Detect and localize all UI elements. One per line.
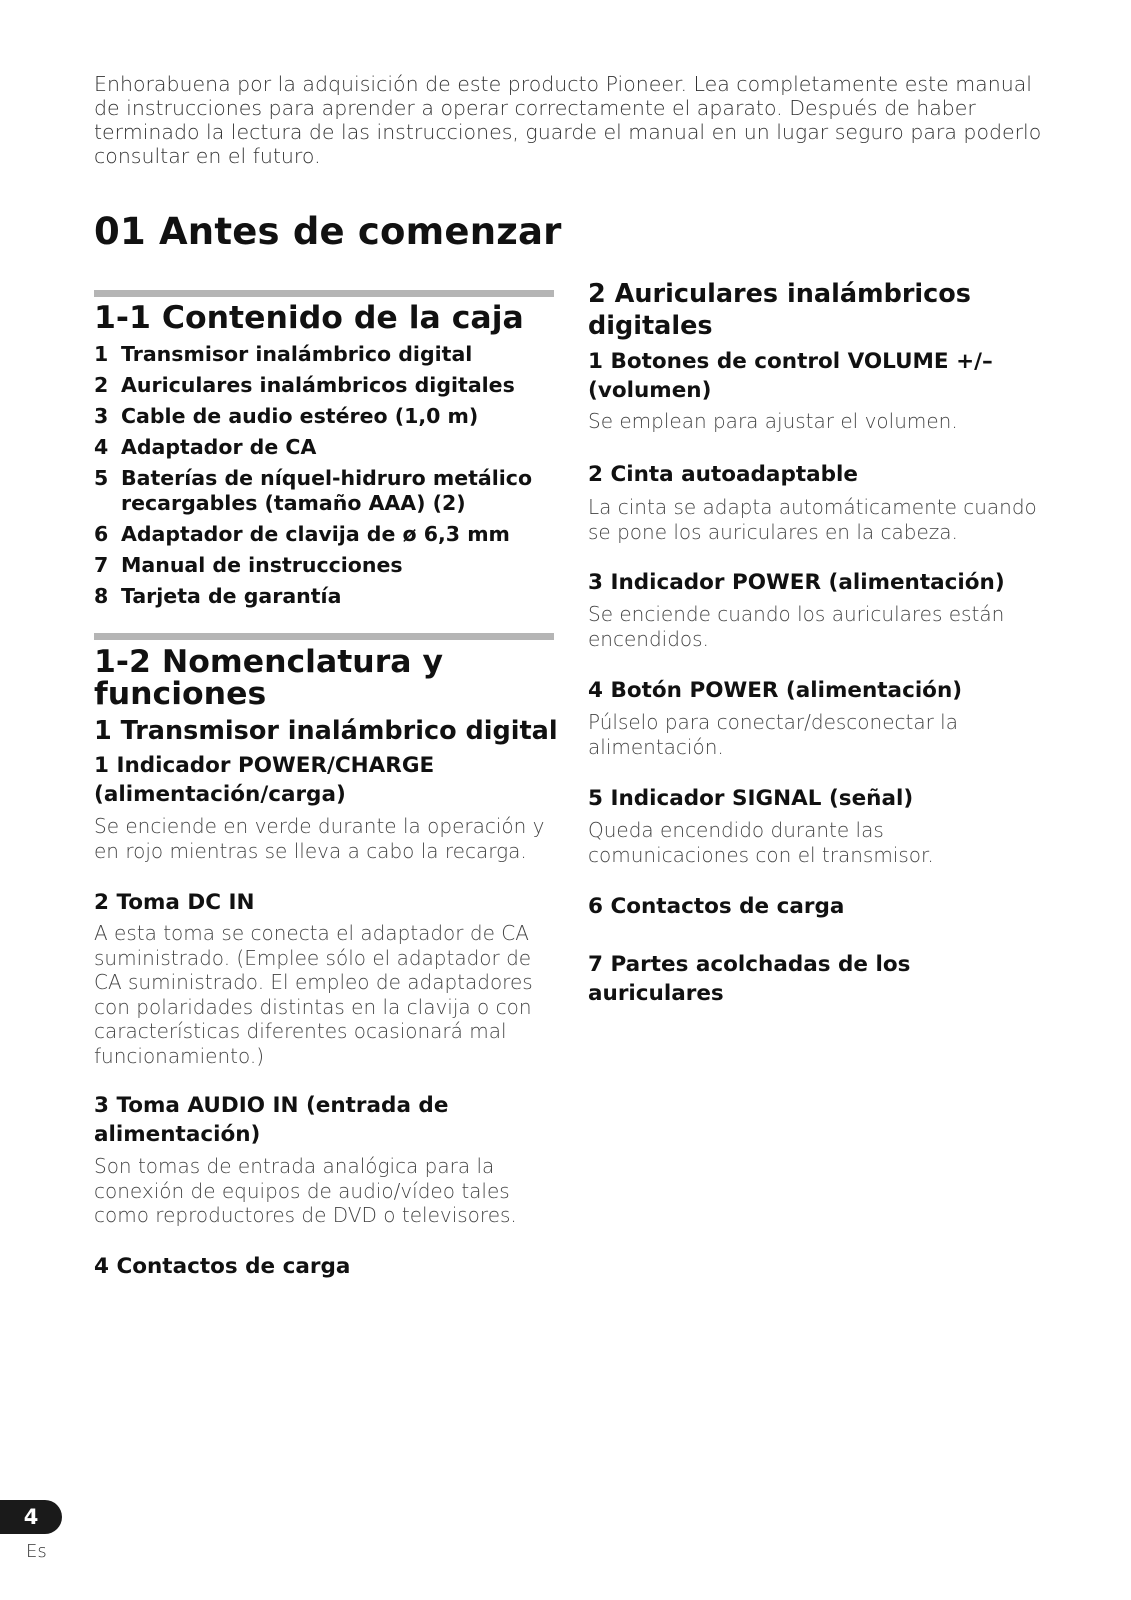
list-item: 5 Baterías de níquel-hidruro metálico recargables (tamaño AAA) (2) <box>94 466 533 515</box>
part-title: 4 Botón POWER (alimentación) <box>588 678 963 703</box>
list-item: 8 Tarjeta de garantía <box>94 583 342 608</box>
intro-paragraph: Enhorabuena por la adquisición de este producto Pioneer. Lea completamente este manual de instrucciones para aprender a operar correctamente el aparato. Después de haber terminado la lectura de las instrucciones, guarde el manual en un lugar seguro para poderlo consultar en el futuro. <box>94 72 1042 168</box>
part-title: 1 Indicador POWER/CHARGE (alimentación/carga) <box>94 753 435 807</box>
part-title: 3 Indicador POWER (alimentación) <box>588 570 1005 595</box>
list-item: 3 Cable de audio estéreo (1,0 m) <box>94 404 479 428</box>
part-description: Se enciende en verde durante la operación y en rojo mientras se lleva a cabo la recarga. <box>94 814 545 863</box>
part-title: 4 Contactos de carga <box>94 1254 351 1279</box>
chapter-title: 01 Antes de comenzar <box>94 210 562 253</box>
list-item: 1 Transmisor inalámbrico digital <box>94 342 473 366</box>
part-description: Se enciende cuando los auriculares están encendidos. <box>588 602 1005 651</box>
part-title: 2 Cinta autoadaptable <box>588 462 858 487</box>
part-description: Púlselo para conectar/desconectar la alimentación. <box>588 710 958 759</box>
part-description: Queda encendido durante las comunicaciones con el transmisor. <box>588 818 934 867</box>
language-code: Es <box>26 1541 47 1562</box>
part-title: 1 Botones de control VOLUME +/– (volumen) <box>588 349 993 403</box>
part-title: 3 Toma AUDIO IN (entrada de alimentación) <box>94 1093 449 1147</box>
list-item: 7 Manual de instrucciones <box>94 552 403 577</box>
section-title-nomenclature: 1-2 Nomenclatura y funciones <box>94 644 443 712</box>
contents-list <box>94 342 554 615</box>
part-description: Son tomas de entrada analógica para la conexión de equipos de audio/vídeo tales como reproductores de DVD o televisores. <box>94 1154 517 1227</box>
part-title: 6 Contactos de carga <box>588 894 845 919</box>
page-number: 4 <box>0 1500 62 1534</box>
section-divider <box>94 290 554 297</box>
part-description: Se emplean para ajustar el volumen. <box>588 409 958 433</box>
part-title: 5 Indicador SIGNAL (señal) <box>588 786 914 811</box>
list-item: 4 Adaptador de CA <box>94 435 317 459</box>
part-title: 7 Partes acolchadas de los auriculares <box>588 952 911 1006</box>
part-title: 2 Toma DC IN <box>94 890 255 915</box>
section-divider <box>94 633 554 640</box>
headphones-title: 2 Auriculares inalámbricos digitales <box>588 279 971 341</box>
list-item: 6 Adaptador de clavija de ø 6,3 mm <box>94 521 510 546</box>
transmitter-title: 1 Transmisor inalámbrico digital <box>94 716 558 746</box>
section-title-contents: 1-1 Contenido de la caja <box>94 300 524 336</box>
part-description: A esta toma se conecta el adaptador de CA suministrado. (Emplee sólo el adaptador de CA suministrado. El empleo de adaptadores con polaridades distintas en la clavija o con características diferentes ocasionará mal funcionamiento.) <box>94 921 533 1068</box>
part-description: La cinta se adapta automáticamente cuando se pone los auriculares en la cabeza. <box>588 495 1037 544</box>
list-item: 2 Auriculares inalámbricos digitales <box>94 373 515 397</box>
